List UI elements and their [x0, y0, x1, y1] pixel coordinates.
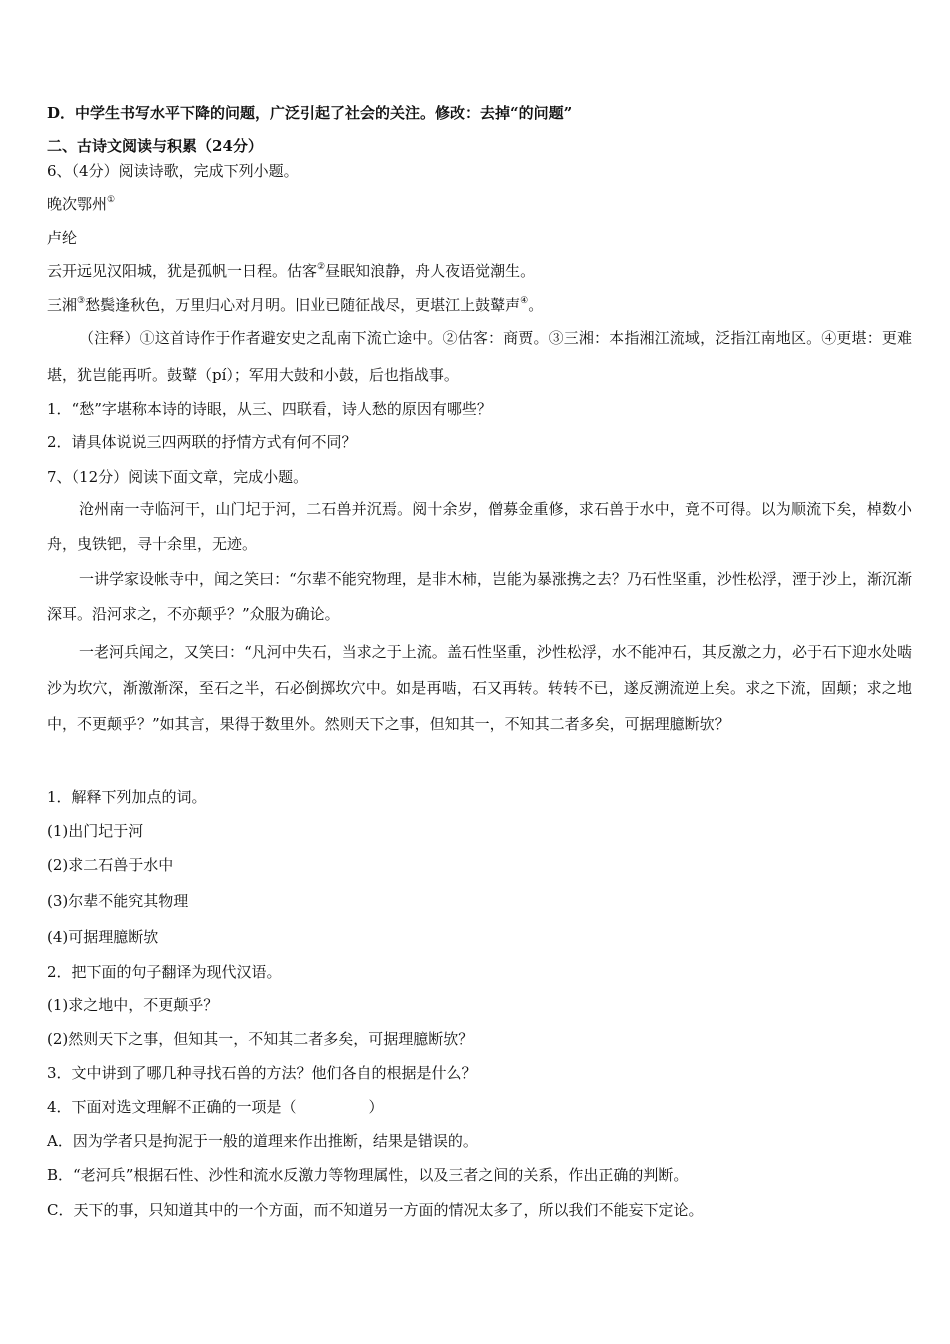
option-b: B．“老河兵”根据石性、沙性和流水反激力等物理属性，以及三者之间的关系，作出正确的判断。 [47, 1166, 689, 1184]
q7-sub2-item: (1)求之地中，不更颠乎？ [47, 996, 219, 1014]
poem-line-1-part-b: 昼眠知浪静，舟人夜语觉潮生。 [325, 262, 536, 280]
q7-sub4-stem: 4．下面对选文理解不正确的一项是（ [47, 1098, 297, 1116]
footnote-marker: ④ [520, 296, 529, 306]
poem-title [47, 194, 917, 214]
q7-sub1-item: (4)可据理臆断欤 [47, 928, 159, 946]
footnote-marker: ③ [77, 296, 86, 306]
poem-line-2-part-c: 。 [528, 296, 544, 314]
section-heading: 二、古诗文阅读与积累（24分） [47, 137, 263, 155]
q7-sub1-item: (2)求二石兽于水中 [47, 856, 174, 874]
q7-sub1-item: (3)尔辈不能究其物理 [47, 892, 189, 910]
poem-line-2-part-b: 愁鬓逢秋色，万里归心对月明。旧业已随征战尽，更堪江上鼓鼙声 [85, 296, 521, 314]
passage-paragraph-1: 沧州南一寺临河干，山门圮于河，二石兽并沉焉。阅十余岁，僧募金重修，求石兽于水中，竟不可得。以为顺流下矣，棹数小舟，曳铁钯，寻十余里，无迹。 [47, 500, 912, 553]
q7-sub1-item: (1)出门圮于河 [47, 822, 144, 840]
q7-header: 7、（12分）阅读下面文章，完成小题。 [47, 468, 309, 486]
footnote-marker: ② [317, 262, 326, 272]
poem-line-2 [47, 295, 917, 315]
passage-paragraph-2: 一讲学家设帐寺中，闻之笑曰：“尔辈不能究物理，是非木柿，岂能为暴涨携之去？乃石性坚重，沙性松浮，湮于沙上，渐沉渐深耳。沿河求之，不亦颠乎？”众服为确论。 [47, 570, 912, 623]
q7-sub4 [47, 1097, 917, 1117]
poem-title-text: 晚次鄂州 [47, 195, 108, 213]
option-d-text: D．中学生书写水平下降的问题，广泛引起了社会的关注。修改：去掉“的问题” [47, 104, 573, 122]
poem-line-1-part-a: 云开远见汉阳城，犹是孤帆一日程。估客 [47, 262, 318, 280]
q7-sub4-close: ） [368, 1098, 384, 1116]
q7-sub2: 2．把下面的句子翻译为现代汉语。 [47, 963, 282, 981]
option-c: C．天下的事，只知道其中的一个方面，而不知道另一方面的情况太多了，所以我们不能妄下定论。 [47, 1201, 704, 1219]
q7-sub2-item: (2)然则天下之事，但知其一，不知其二者多矣，可据理臆断欤？ [47, 1030, 474, 1048]
poem-author: 卢纶 [47, 229, 78, 247]
poem-annotation: （注释）①这首诗作于作者避安史之乱南下流亡途中。②估客：商贾。③三湘：本指湘江流域，泛指江南地区。④更堪：更难堪，犹岂能再听。鼓鼙（pí）；军用大鼓和小鼓，后也指战事。 [47, 329, 912, 384]
poem-line-2-part-a: 三湘 [47, 296, 78, 314]
q7-sub1: 1．解释下列加点的词。 [47, 788, 207, 806]
poem-line-1 [47, 261, 917, 281]
q6-header: 6、（4分）阅读诗歌，完成下列小题。 [47, 162, 299, 180]
option-a: A．因为学者只是拘泥于一般的道理来作出推断，结果是错误的。 [47, 1132, 478, 1150]
footnote-marker: ① [107, 195, 116, 205]
passage-paragraph-3: 一老河兵闻之，又笑曰：“凡河中失石，当求之于上流。盖石性坚重，沙性松浮，水不能冲石，其反激之力，必于石下迎水处啮沙为坎穴，渐激渐深，至石之半，石必倒掷坎穴中。如是再啮，石又再转。转转不已，遂反溯流逆上矣。求之下流，固颠；求之地中，不更颠乎？”如其言，果得于数里外。然则天下之事，但知其一，不知其二者多矣，可据理臆断欤？ [47, 643, 912, 733]
q7-sub3: 3．文中讲到了哪几种寻找石兽的方法？他们各自的根据是什么？ [47, 1064, 477, 1082]
q6-sub1: 1．“愁”字堪称本诗的诗眼，从三、四联看，诗人愁的原因有哪些？ [47, 400, 492, 418]
q6-sub2: 2．请具体说说三四两联的抒情方式有何不同？ [47, 433, 357, 451]
